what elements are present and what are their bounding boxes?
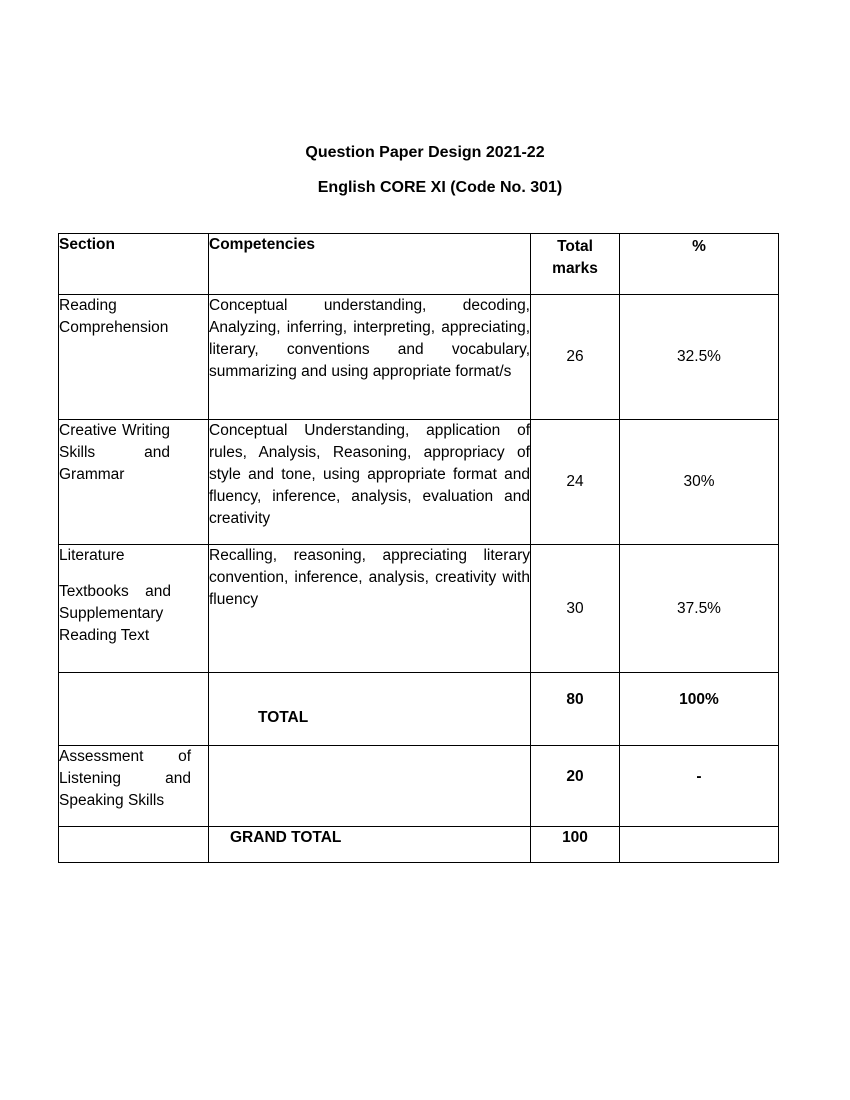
section-cell: Creative Writing Skills and Grammar <box>59 420 209 545</box>
total-empty-cell <box>59 673 209 746</box>
assessment-marks: 20 <box>531 746 620 827</box>
total-percent: 100% <box>620 673 779 746</box>
table-header-row <box>59 234 779 295</box>
header-percent: % <box>620 234 779 295</box>
percent-cell: 37.5% <box>620 545 779 673</box>
question-paper-table <box>58 233 779 863</box>
assessment-percent: - <box>620 746 779 827</box>
header-total-marks: Total marks <box>531 234 620 295</box>
page-title: Question Paper Design 2021-22 <box>305 144 545 161</box>
table-row <box>59 295 779 420</box>
page-subtitle: English CORE XI (Code No. 301) <box>317 179 563 196</box>
marks-cell: 24 <box>531 420 620 545</box>
grand-total-percent-cell <box>620 827 779 863</box>
marks-cell: 26 <box>531 295 620 420</box>
assessment-row <box>59 746 779 827</box>
competencies-cell: Recalling, reasoning, appreciating literary convention, inference, analysis, creativity with fluency <box>209 545 531 673</box>
percent-cell: 32.5% <box>620 295 779 420</box>
marks-cell: 30 <box>531 545 620 673</box>
assessment-competencies-cell <box>209 746 531 827</box>
section-cell: Literature Textbooks and Supplementary Reading Text <box>59 545 209 673</box>
grand-total-label: GRAND TOTAL <box>209 827 531 863</box>
competencies-cell: Conceptual understanding, decoding, Analyzing, inferring, interpreting, appreciating, literary, conventions and vocabulary, summarizing and using appropriate format/s <box>209 295 531 420</box>
total-row <box>59 673 779 746</box>
grand-total-marks: 100 <box>531 827 620 863</box>
header-section: Section <box>59 234 209 295</box>
total-marks: 80 <box>531 673 620 746</box>
percent-cell: 30% <box>620 420 779 545</box>
header-competencies: Competencies <box>209 234 531 295</box>
table-row <box>59 420 779 545</box>
competencies-cell: Conceptual Understanding, application of rules, Analysis, Reasoning, appropriacy of style and tone, using appropriate format and fluency, inference, analysis, evaluation and creativity <box>209 420 531 545</box>
grand-total-row <box>59 827 779 863</box>
table-row <box>59 545 779 673</box>
section-cell: Reading Comprehension <box>59 295 209 420</box>
grand-total-empty-cell <box>59 827 209 863</box>
total-label: TOTAL <box>209 673 531 746</box>
assessment-section-cell: Assessment of Listening and Speaking Skills <box>59 746 209 827</box>
